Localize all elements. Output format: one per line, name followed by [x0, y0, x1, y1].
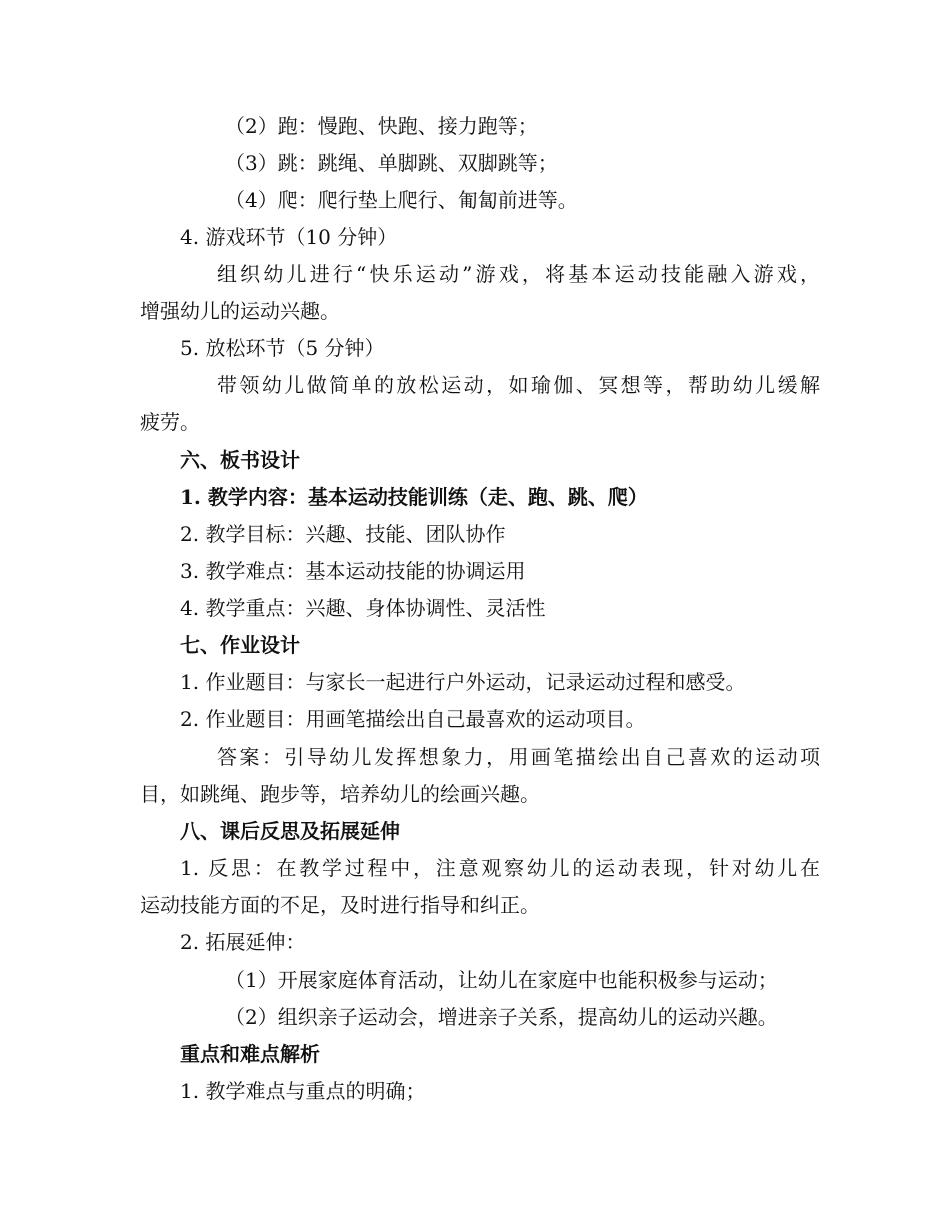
list-item: 3. 教学难点：基本运动技能的协调运用 [180, 559, 526, 583]
paragraph-line: 运动技能方面的不足，及时进行指导和纠正。 [140, 893, 540, 917]
list-item: （2）组织亲子运动会，增进亲子关系，提高幼儿的运动兴趣。 [225, 1005, 778, 1029]
list-item: 2. 教学目标：兴趣、技能、团队协作 [180, 522, 506, 546]
section-heading: 重点和难点解析 [180, 1042, 320, 1066]
paragraph-line: 增强幼儿的运动兴趣。 [140, 299, 340, 323]
section-heading: 七、作业设计 [180, 633, 300, 657]
list-item: 5. 放松环节（5 分钟） [180, 336, 385, 360]
text-line: （3）跳：跳绳、单脚跳、双脚跳等； [225, 151, 558, 175]
list-item: 1. 反思：在教学过程中，注意观察幼儿的运动表现，针对幼儿在 [180, 856, 820, 880]
paragraph-line: 目，如跳绳、跑步等，培养幼儿的绘画兴趣。 [140, 782, 540, 806]
list-item: 4. 游戏环节（10 分钟） [180, 225, 398, 249]
paragraph-line: 组织幼儿进行“快乐运动”游戏，将基本运动技能融入游戏， [217, 262, 820, 286]
section-heading: 六、板书设计 [180, 448, 300, 472]
list-item: 2. 拓展延伸： [180, 930, 306, 954]
text-line: （4）爬：爬行垫上爬行、匍匐前进等。 [225, 188, 578, 212]
paragraph-line: 答案：引导幼儿发挥想象力，用画笔描绘出自己喜欢的运动项 [217, 745, 820, 769]
text-line: （2）跑：慢跑、快跑、接力跑等； [225, 114, 538, 138]
list-item: 4. 教学重点：兴趣、身体协调性、灵活性 [180, 596, 546, 620]
list-item: 1. 教学难点与重点的明确； [180, 1079, 426, 1103]
section-heading: 八、课后反思及拓展延伸 [180, 819, 400, 843]
list-item: （1）开展家庭体育活动，让幼儿在家庭中也能积极参与运动； [225, 968, 778, 992]
list-item: 1. 作业题目：与家长一起进行户外运动，记录运动过程和感受。 [180, 670, 746, 694]
list-item: 1. 教学内容：基本运动技能训练（走、跑、跳、爬） [180, 485, 648, 509]
list-item: 2. 作业题目：用画笔描绘出自己最喜欢的运动项目。 [180, 707, 646, 731]
paragraph-line: 疲劳。 [140, 410, 200, 434]
paragraph-line: 带领幼儿做简单的放松运动，如瑜伽、冥想等，帮助幼儿缓解 [217, 373, 820, 397]
